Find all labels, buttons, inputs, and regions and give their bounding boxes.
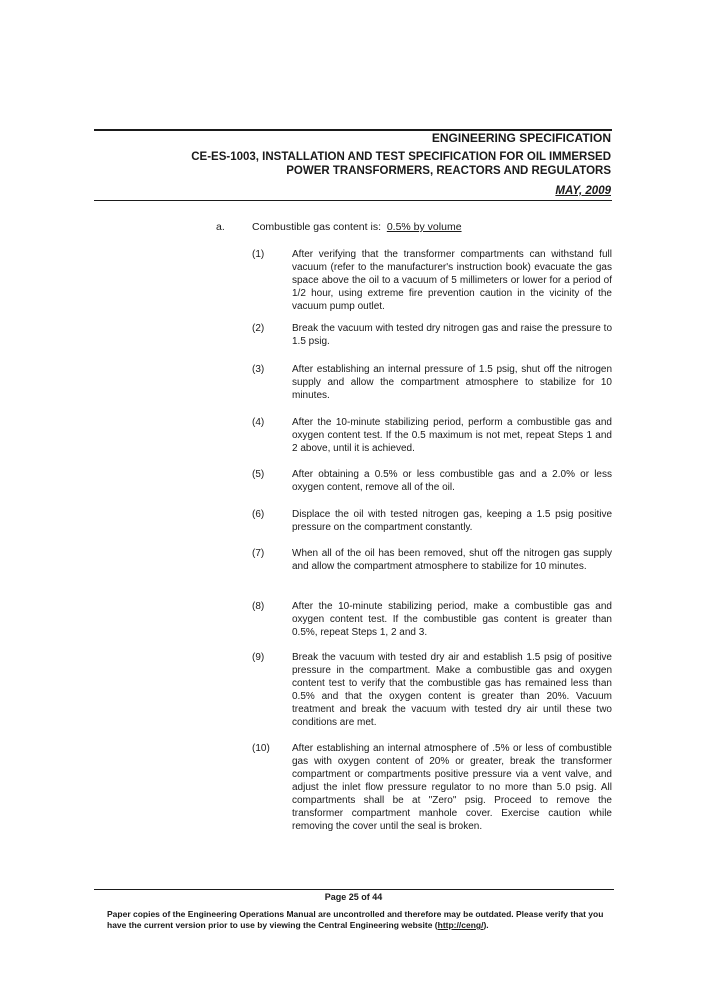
- step-number: (2): [252, 323, 265, 334]
- section-heading-label: Combustible gas content is:: [252, 221, 381, 233]
- step-number: (4): [252, 417, 265, 428]
- document-date: MAY, 2009: [555, 185, 611, 197]
- footer-note-end: ).: [483, 920, 489, 930]
- document-title: CE-ES-1003, INSTALLATION AND TEST SPECIFICATION FOR OIL IMMERSED POWER TRANSFORMERS, REACTORS AND REGULATORS: [191, 151, 611, 177]
- document-type: ENGINEERING SPECIFICATION: [431, 131, 611, 145]
- step-text: After obtaining a 0.5% or less combustible gas and a 2.0% or less oxygen content, remove all of the oil.: [292, 469, 612, 493]
- footer-rule: [94, 889, 614, 890]
- step-text: After establishing an internal atmosphere of .5% or less of combustible gas with oxygen content of 20% or greater, break the transformer compartment or compartments positive pressure via a vent valve, and adjust the inlet flow pressure regulator to no more than 5.0 psig. All compartments shall be at "Zero" psig. Proceed to remove the transformer compartment manhole cover. Exercise caution while removing the cover until the seal is broken.: [292, 743, 612, 832]
- header-bottom-rule: [94, 200, 612, 201]
- step-number: (7): [252, 548, 265, 559]
- step-text: Break the vacuum with tested dry air and establish 1.5 psig of positive pressure in the compartment. Make a combustible gas and oxygen content test to verify that the combustible gas has remained less than 0.5% and that the oxygen content is greater than 20%. Vacuum treatment and break the vacuum with tested dry air until these two conditions are met.: [292, 652, 612, 728]
- step-text: After establishing an internal pressure of 1.5 psig, shut off the nitrogen supply and allow the compartment atmosphere to stabilize for 10 minutes.: [292, 364, 612, 401]
- footer-note-text: Paper copies of the Engineering Operations Manual are uncontrolled and therefore may be outdated. Please verify that you have the current version prior to use by viewing the Central Engineering website (: [107, 909, 604, 930]
- step-text: After the 10-minute stabilizing period, perform a combustible gas and oxygen content test. If the 0.5 maximum is not met, repeat Steps 1 and 2 above, until it is achieved.: [292, 417, 612, 454]
- section-heading: [252, 221, 462, 233]
- step-text: After the 10-minute stabilizing period, make a combustible gas and oxygen content test. If the combustible gas content is greater than 0.5%, repeat Steps 1, 2 and 3.: [292, 601, 612, 638]
- step-text: Break the vacuum with tested dry nitrogen gas and raise the pressure to 1.5 psig.: [292, 323, 612, 347]
- footer-note: [107, 909, 617, 931]
- page-number: Page 25 of 44: [324, 892, 383, 902]
- step-text: Displace the oil with tested nitrogen gas, keeping a 1.5 psig positive pressure on the compartment constantly.: [292, 509, 612, 533]
- section-letter: a.: [216, 221, 225, 233]
- step-number: (6): [252, 509, 265, 520]
- step-text: When all of the oil has been removed, shut off the nitrogen gas supply and allow the compartment atmosphere to stabilize for 10 minutes.: [292, 548, 612, 572]
- step-number: (1): [252, 249, 265, 260]
- section-heading-value: 0.5% by volume: [386, 221, 462, 233]
- step-number: (5): [252, 469, 265, 480]
- step-number: (10): [252, 743, 270, 754]
- step-text: After verifying that the transformer compartments can withstand full vacuum (refer to the manufacturer's instruction book) evacuate the gas space above the oil to a vacuum of 5 millimeters or lower for a period of 1/2 hour, using extreme fire prevention caution in the vicinity of the vacuum pump outlet.: [292, 249, 612, 312]
- step-number: (9): [252, 652, 265, 663]
- central-engineering-link[interactable]: http://ceng/: [437, 920, 484, 930]
- step-number: (8): [252, 601, 265, 612]
- step-number: (3): [252, 364, 265, 375]
